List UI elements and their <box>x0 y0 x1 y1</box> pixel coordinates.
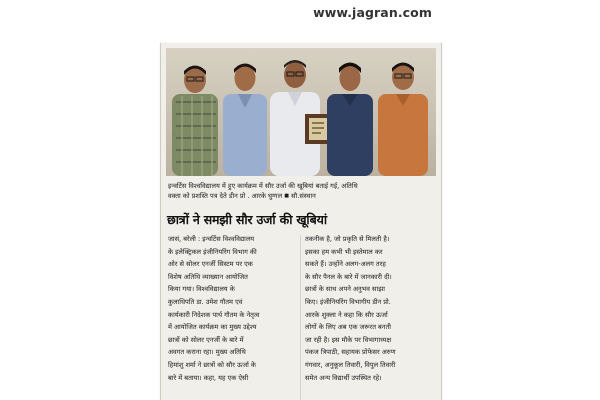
photo-credit: सौ.संस्थान <box>291 192 316 200</box>
caption-separator: ■ <box>284 193 289 199</box>
body-line: छात्रों को सोलर एनर्जी के बारे में <box>168 335 244 344</box>
body-line: बारे में बताया। कहा, यह एक ऐसी <box>168 373 249 382</box>
body-line: जा रही है। इस मौके पर विभागाध्यक्ष <box>305 335 392 344</box>
body-line: के इलेक्ट्रिकल इंजीनियरिंग विभाग की <box>168 247 257 256</box>
body-line: सकते हैं। उन्होंने अलग-अलग तरह <box>305 260 386 269</box>
body-column-left <box>168 233 296 384</box>
body-line: हिमांशु शर्मा ने छात्रों को सौर ऊर्जा के <box>168 360 256 369</box>
body-line: गंगवार, अनुकूल तिवारी, विपुल तिवारी <box>305 360 396 369</box>
site-url: www.jagran.com <box>313 5 432 20</box>
photo-caption <box>168 181 436 201</box>
body-line: किए। इंजीनियरिंग विभागीय डीन प्रो. <box>305 297 391 306</box>
body-line: अवगत कराना रहा। मुख्य अतिथि <box>168 348 246 357</box>
body-line: किया गया। विश्वविद्यालय के <box>168 285 235 294</box>
caption-line-1: इन्वर्टिस विश्वविद्यालय में हुए कार्यक्रम में सौर उर्जा की खूबियां बताई गई, अतिथि <box>168 182 358 190</box>
body-line: पंकज त्रिपाठी, सहायक प्रोफेसर अरुण <box>305 348 396 357</box>
body-line: जासं, बरेली : इन्वर्टिस विश्वविद्यालय <box>168 235 255 243</box>
headline: छात्रों ने समझी सौर उर्जा की खूबियां <box>167 212 327 227</box>
body-line: इसका हम कभी भी इस्तेमाल कर <box>305 247 383 256</box>
caption-line-2-text: वक्ता को प्रशस्ति पत्र देते डीन प्रो . आरके घुग्गल <box>168 192 283 200</box>
body-line: कुलाधिपति डा. उमेश गौतम एवं <box>168 297 243 306</box>
body-line: ओर से सोलर एनर्जी सिस्टम पर एक <box>168 260 253 269</box>
newspaper-clipping <box>160 43 442 400</box>
body-line: छात्रों के साथ अपने अनुभव साझा <box>305 285 385 294</box>
caption-line-2 <box>168 191 436 201</box>
body-line: में आयोजित कार्यक्रम का मुख्य उद्देश्य <box>168 323 257 332</box>
column-divider <box>300 235 301 400</box>
body-line: तकनीक है, जो प्रकृति से मिलती है। <box>305 235 390 243</box>
body-line: आरके शुक्ला ने कहा कि सौर ऊर्जा <box>305 310 388 319</box>
news-photo <box>166 48 436 176</box>
body-line: समेत अन्य विद्यार्थी उपस्थित रहे। <box>305 373 382 382</box>
body-line: विशेष अतिथि व्याख्यान आयोजित <box>168 272 248 281</box>
body-line: लोगों के लिए अब एक जरूरत बनती <box>305 323 391 332</box>
group-photo-image <box>166 48 436 176</box>
body-column-right <box>305 233 433 384</box>
body-line: के सौर पैनल के बारे में जानकारी दी। <box>305 272 392 281</box>
body-line: कार्यकारी निदेशक पार्थ गौतम के नेतृत्व <box>168 310 260 319</box>
